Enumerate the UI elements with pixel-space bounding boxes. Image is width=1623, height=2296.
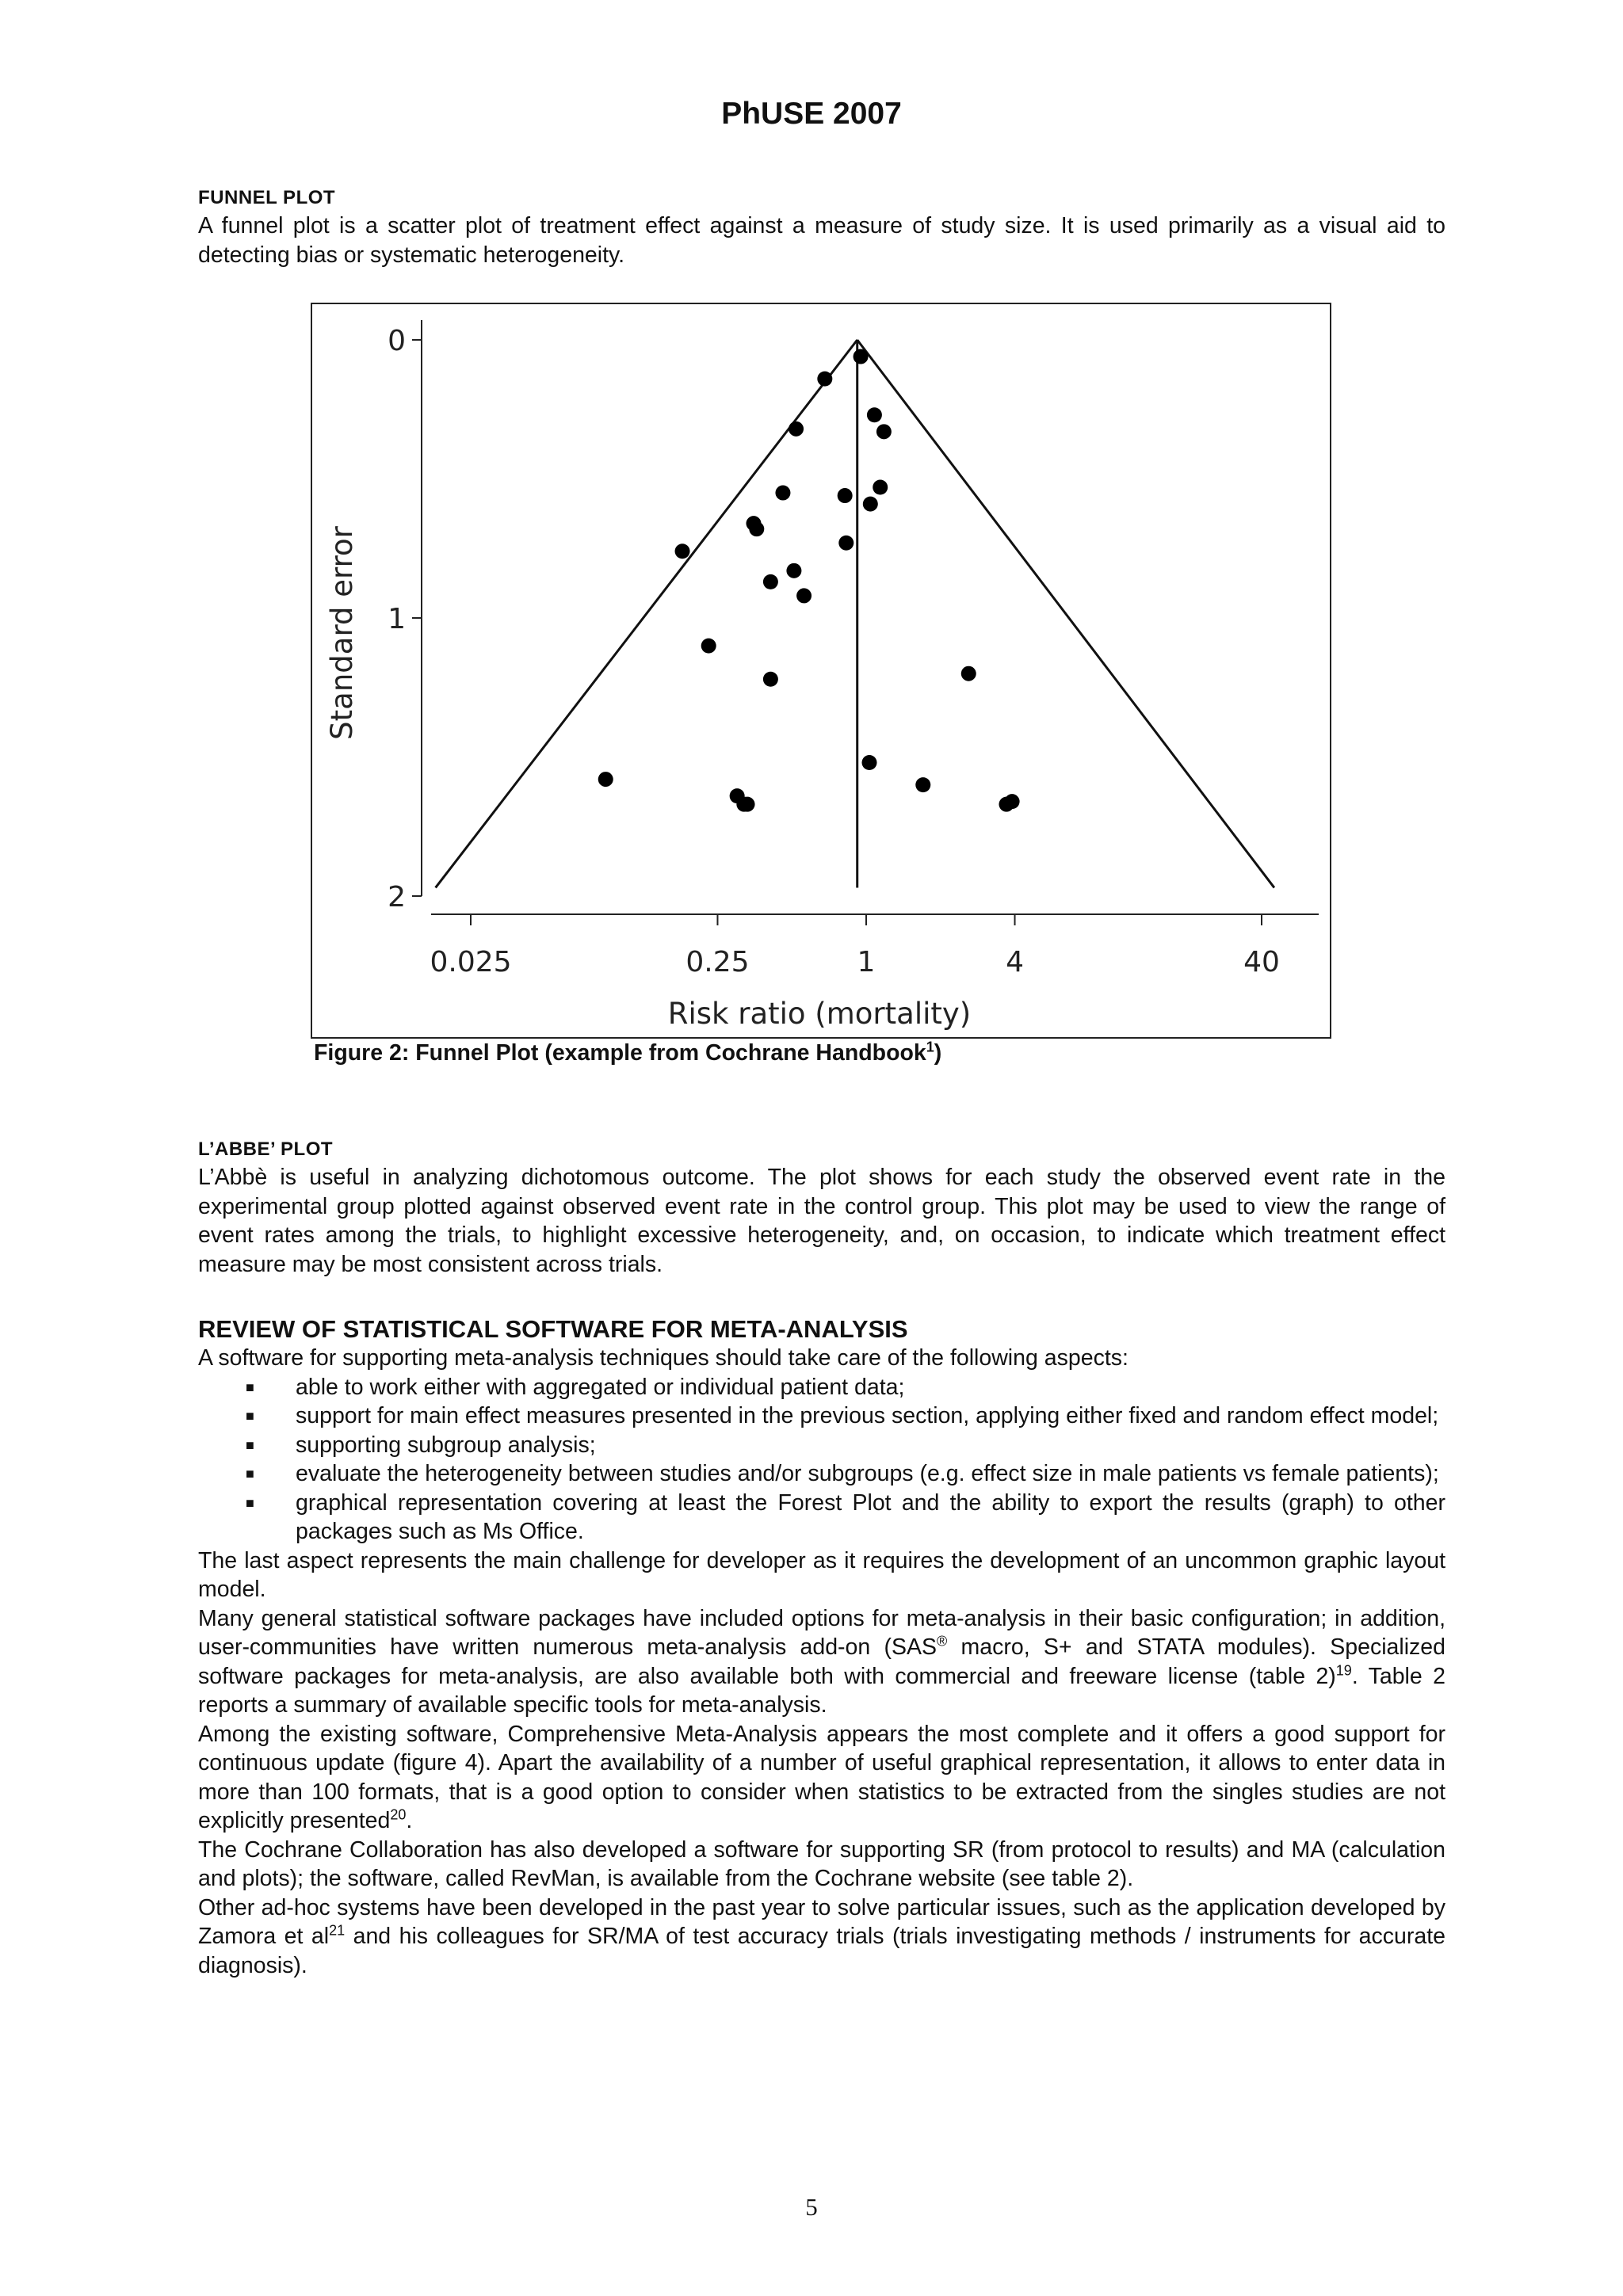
- funnel-paragraph: A funnel plot is a scatter plot of treatment effect against a measure of study size. It is used primarily as a visual aid to detecting bias or systematic heterogeneity.: [198, 213, 1445, 268]
- study-point: [873, 480, 888, 495]
- list-item-text: support for main effect measures presented in the previous section, applying either fixed and random effect model;: [296, 1403, 1439, 1428]
- list-item-text: graphical representation covering at least the Forest Plot and the ability to export the results (graph) to other packages such as Ms Office.: [296, 1489, 1445, 1544]
- citation-reference: 21: [329, 1922, 346, 1939]
- funnel-heading: FUNNEL PLOT: [198, 187, 336, 208]
- list-item-text: able to work either with aggregated or individual patient data;: [296, 1374, 905, 1400]
- funnel-plot-figure: [311, 303, 1331, 1039]
- list-item: [198, 1459, 1445, 1489]
- x-axis-label: Risk ratio (mortality): [667, 997, 972, 1031]
- study-point: [817, 372, 832, 387]
- paragraph-text: Many general statistical software packages have included options for meta-analysis in their basic configuration; in addition, user-communities have written numerous meta-analysis add-on (SAS: [198, 1605, 1445, 1660]
- study-point: [1005, 794, 1020, 809]
- list-item: [198, 1373, 1445, 1402]
- page-header-title: PhUSE 2007: [721, 97, 902, 131]
- list-item-text: supporting subgroup analysis;: [296, 1432, 596, 1458]
- bullet-icon: ■: [246, 1494, 254, 1511]
- study-point: [915, 777, 930, 792]
- study-point: [863, 497, 878, 512]
- review-paragraph-challenge: The last aspect represents the main challenge for developer as it requires the development of an uncommon graphic layout model.: [198, 1547, 1445, 1602]
- review-section: [198, 1315, 1445, 1980]
- study-point: [775, 486, 790, 501]
- paragraph-text: Among the existing software, Comprehensive Meta-Analysis appears the most complete and it offers a good support for continuous update (figure 4). Apart the availability of a number of useful graphical representation, it allows to enter data in more than 100 formats, that is a good option to consider when statistics to be extracted from the singles studies are not explicitly presented: [198, 1721, 1445, 1833]
- study-point: [796, 588, 812, 603]
- y-tick-label: 1: [388, 603, 406, 635]
- study-point: [838, 536, 854, 551]
- x-tick-label: 4: [1006, 946, 1024, 978]
- study-point: [789, 421, 804, 437]
- funnel-right-boundary: [857, 340, 1274, 887]
- funnel-section: [198, 187, 1445, 269]
- study-point: [838, 488, 853, 503]
- study-point: [598, 772, 613, 787]
- list-item: [198, 1431, 1445, 1460]
- study-point: [740, 797, 755, 812]
- y-tick-label: 0: [388, 325, 406, 357]
- list-item: [198, 1402, 1445, 1431]
- paragraph-text: Other ad-hoc systems have been developed in the past year to solve particular issues, such as the application developed by Zamora et al: [198, 1894, 1445, 1949]
- study-point: [763, 672, 778, 687]
- x-tick-label: 0.25: [685, 946, 750, 978]
- labbe-heading: L’ABBE’ PLOT: [198, 1138, 334, 1160]
- study-point: [749, 521, 764, 536]
- review-paragraph-cma: [198, 1720, 1445, 1836]
- study-point: [861, 755, 876, 770]
- caption-text: Figure 2: Funnel Plot (example from Cochrane Handbook: [314, 1040, 926, 1066]
- requirements-list: [198, 1373, 1445, 1547]
- x-tick-label: 40: [1243, 946, 1280, 978]
- funnel-plot-svg: [312, 304, 1330, 1037]
- review-intro: A software for supporting meta-analysis techniques should take care of the following aspects:: [198, 1345, 1128, 1371]
- labbe-paragraph: L’Abbè is useful in analyzing dichotomous outcome. The plot shows for each study the observed event rate in the experimental group plotted against observed event rate in the control group. This plot may be used to view the range of event rates among the trials, to highlight excessive heterogeneity, and, on occasion, to indicate which treatment effect measure may be most consistent across trials.: [198, 1165, 1445, 1277]
- study-point: [701, 639, 716, 654]
- paragraph-text: and his colleagues for SR/MA of test accuracy trials (trials investigating methods / instruments for accurate diagnosis).: [198, 1924, 1445, 1978]
- list-item: [198, 1489, 1445, 1547]
- study-point: [786, 563, 801, 578]
- list-item-text: evaluate the heterogeneity between studies and/or subgroups (e.g. effect size in male patients vs female patients);: [296, 1461, 1439, 1486]
- figure-caption: [314, 1040, 941, 1066]
- labbe-section: [198, 1138, 1445, 1279]
- bullet-icon: ■: [246, 1379, 254, 1395]
- study-point: [876, 424, 892, 439]
- y-axis-label: Standard error: [325, 526, 359, 740]
- review-paragraph-adhoc: [198, 1894, 1445, 1981]
- review-heading: REVIEW OF STATISTICAL SOFTWARE FOR META-ANALYSIS: [198, 1315, 908, 1343]
- caption-close: ): [934, 1040, 942, 1066]
- paragraph-text: macro, S+ and STATA modules). Specialized software packages for meta-analysis, are also available both with commercial and freeware license (table 2): [198, 1634, 1445, 1689]
- paragraph-text: .: [406, 1808, 413, 1833]
- citation-reference: 19: [1335, 1662, 1352, 1678]
- x-tick-label: 0.025: [430, 946, 512, 978]
- bullet-icon: ■: [246, 1436, 254, 1453]
- page-number: 5: [805, 2193, 818, 2221]
- study-point: [675, 543, 690, 559]
- registered-mark: ®: [937, 1633, 948, 1650]
- study-point: [867, 407, 882, 422]
- study-point: [961, 666, 976, 681]
- citation-reference: 20: [390, 1806, 407, 1823]
- study-point: [763, 574, 778, 589]
- paragraph-text: . Table 2 reports a summary of available specific tools for meta-analysis.: [198, 1663, 1445, 1718]
- study-point: [854, 349, 869, 364]
- review-paragraph-packages: [198, 1604, 1445, 1720]
- bullet-icon: ■: [246, 1466, 254, 1482]
- y-tick-label: 2: [388, 881, 406, 913]
- x-tick-label: 1: [857, 946, 876, 978]
- review-paragraph-revman: The Cochrane Collaboration has also developed a software for supporting SR (from protocol to results) and MA (calculation and plots); the software, called RevMan, is available from the Cochrane website (see table 2).: [198, 1836, 1445, 1891]
- caption-reference: 1: [926, 1039, 934, 1055]
- bullet-icon: ■: [246, 1408, 254, 1424]
